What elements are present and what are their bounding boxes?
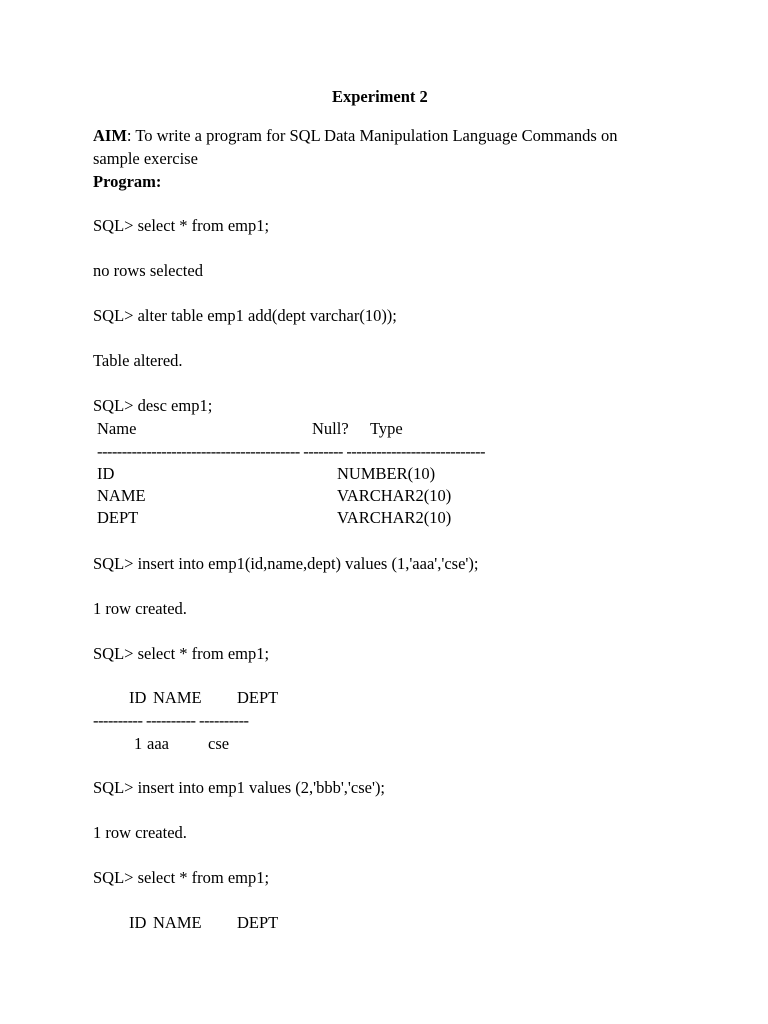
sql-output: Table altered. (93, 351, 183, 370)
result-cell-dept: cse (208, 734, 230, 753)
desc-header-null: Null? (312, 419, 349, 438)
desc-row-type: NUMBER(10) (337, 464, 436, 483)
desc-header-type: Type (370, 419, 403, 438)
desc-row-name: NAME (97, 486, 146, 505)
sql-command: SQL> insert into emp1(id,name,dept) values (1,'aaa','cse'); (93, 554, 479, 573)
sql-command: SQL> alter table emp1 add(dept varchar(10)); (93, 306, 397, 325)
sql-command: SQL> select * from emp1; (93, 868, 270, 887)
sql-command: SQL> select * from emp1; (93, 644, 270, 663)
result-header-id: ID (129, 688, 147, 707)
page-title: Experiment 2 (332, 87, 428, 106)
result-header-name: NAME (153, 913, 202, 932)
result-separator: ---------- ---------- ---------- (93, 711, 249, 730)
sql-output: 1 row created. (93, 823, 187, 842)
sql-output: no rows selected (93, 261, 203, 280)
sql-command: SQL> desc emp1; (93, 396, 213, 415)
sql-output: 1 row created. (93, 599, 187, 618)
sql-command: SQL> select * from emp1; (93, 216, 270, 235)
aim-line-2: sample exercise (93, 149, 198, 168)
result-header-dept: DEPT (237, 688, 279, 707)
desc-row-name: ID (97, 464, 115, 483)
desc-row-type: VARCHAR2(10) (337, 486, 452, 505)
result-cell-name: aaa (147, 734, 169, 753)
desc-row-name: DEPT (97, 508, 139, 527)
sql-command: SQL> insert into emp1 values (2,'bbb','cse'); (93, 778, 386, 797)
result-header-name: NAME (153, 688, 202, 707)
desc-row-type: VARCHAR2(10) (337, 508, 452, 527)
aim-line-1 (93, 128, 617, 145)
aim-label: AIM (93, 126, 127, 145)
desc-separator: ----------------------------------------- -------- ---------------------------- (97, 442, 485, 461)
aim-text-1: : To write a program for SQL Data Manipulation Language Commands on (126, 126, 618, 145)
program-label: Program: (93, 172, 162, 191)
result-cell-id: 1 (134, 734, 143, 753)
result-header-id: ID (129, 913, 147, 932)
desc-header-name: Name (97, 419, 137, 438)
result-header-dept: DEPT (237, 913, 279, 932)
